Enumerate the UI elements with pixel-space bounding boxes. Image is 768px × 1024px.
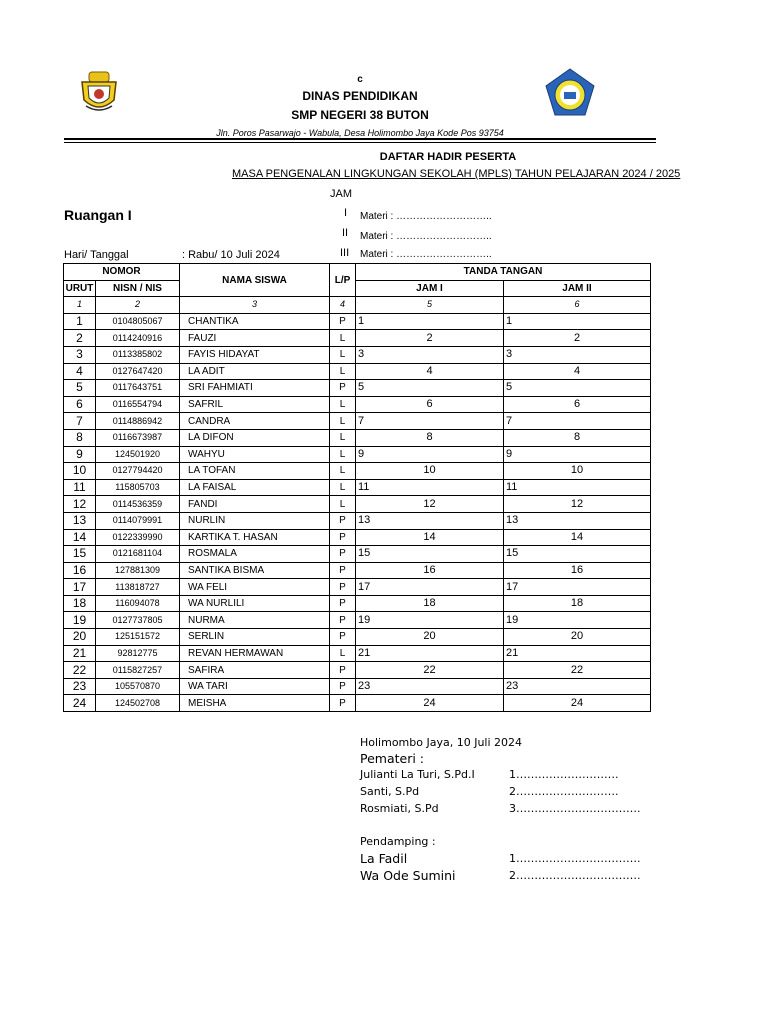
table-row — [64, 330, 651, 347]
row-signature-jam2: 7 — [504, 413, 651, 430]
table-row — [64, 662, 651, 679]
row-signature-jam2: 13 — [504, 512, 651, 529]
row-gender: P — [330, 695, 356, 712]
row-nisn: 0116673987 — [96, 429, 180, 446]
row-student-name: REVAN HERMAWAN — [180, 645, 330, 662]
row-gender: L — [330, 645, 356, 662]
row-nisn: 0113385802 — [96, 346, 180, 363]
session-roman-2: II — [342, 227, 349, 239]
row-nisn: 0117643751 — [96, 380, 180, 397]
row-signature-jam1: 18 — [356, 595, 504, 612]
row-signature-jam2: 1 — [504, 313, 651, 330]
row-number: 2 — [64, 330, 96, 347]
row-signature-jam1: 11 — [356, 479, 504, 496]
table-row — [64, 446, 651, 463]
table-row — [64, 512, 651, 529]
table-row — [64, 429, 651, 446]
document-subtitle: MASA PENGENALAN LINGKUNGAN SEKOLAH (MPLS) TAHUN PELAJARAN 2024 / 2025 — [232, 168, 681, 180]
row-number: 17 — [64, 579, 96, 596]
row-number: 19 — [64, 612, 96, 629]
row-signature-jam2: 20 — [504, 629, 651, 646]
row-student-name: SANTIKA BISMA — [180, 562, 330, 579]
row-gender: P — [330, 629, 356, 646]
row-nisn: 116094078 — [96, 595, 180, 612]
pemateri-name: Rosmiati, S.Pd — [360, 802, 439, 815]
row-signature-jam1: 7 — [356, 413, 504, 430]
row-number: 22 — [64, 662, 96, 679]
row-student-name: NURMA — [180, 612, 330, 629]
row-student-name: FANDI — [180, 496, 330, 513]
header-jam1: JAM I — [356, 280, 504, 297]
row-number: 1 — [64, 313, 96, 330]
row-student-name: WAHYU — [180, 446, 330, 463]
row-number: 14 — [64, 529, 96, 546]
row-nisn: 127881309 — [96, 562, 180, 579]
row-gender: L — [330, 363, 356, 380]
row-nisn: 0114240916 — [96, 330, 180, 347]
header-nisn: NISN / NIS — [96, 280, 180, 297]
row-signature-jam1: 16 — [356, 562, 504, 579]
pemateri-name: Santi, S.Pd — [360, 785, 420, 798]
column-index-row — [64, 297, 651, 314]
row-signature-jam1: 21 — [356, 645, 504, 662]
date-value: : Rabu/ 10 Juli 2024 — [182, 249, 280, 261]
row-student-name: CHANTIKA — [180, 313, 330, 330]
row-signature-jam2: 8 — [504, 429, 651, 446]
row-gender: L — [330, 429, 356, 446]
row-student-name: WA TARI — [180, 678, 330, 695]
row-gender: L — [330, 446, 356, 463]
session-materi-3: Materi : ……………………….. — [360, 249, 492, 260]
row-signature-jam2: 23 — [504, 678, 651, 695]
row-signature-jam2: 16 — [504, 562, 651, 579]
session-roman-3: III — [340, 247, 350, 259]
pemateri-name: Julianti La Turi, S.Pd.I — [360, 768, 475, 781]
row-number: 8 — [64, 429, 96, 446]
row-gender: L — [330, 496, 356, 513]
row-number: 4 — [64, 363, 96, 380]
row-number: 3 — [64, 346, 96, 363]
pemateri-signature-line: 3……………………………. — [509, 802, 641, 815]
row-gender: P — [330, 595, 356, 612]
row-student-name: SRI FAHMIATI — [180, 380, 330, 397]
row-signature-jam2: 5 — [504, 380, 651, 397]
row-student-name: FAUZI — [180, 330, 330, 347]
row-gender: L — [330, 479, 356, 496]
table-row — [64, 380, 651, 397]
row-nisn: 113818727 — [96, 579, 180, 596]
row-student-name: FAYIS HIDAYAT — [180, 346, 330, 363]
row-student-name: NURLIN — [180, 512, 330, 529]
document-title: DAFTAR HADIR PESERTA — [379, 151, 517, 163]
pemateri-signature-line: 2………………………. — [509, 785, 619, 798]
row-nisn: 0114079991 — [96, 512, 180, 529]
header-urut: URUT — [64, 280, 96, 297]
table-row — [64, 346, 651, 363]
row-signature-jam1: 6 — [356, 396, 504, 413]
row-gender: P — [330, 529, 356, 546]
footer-place-date: Holimombo Jaya, 10 Juli 2024 — [360, 736, 523, 749]
row-number: 11 — [64, 479, 96, 496]
row-gender: P — [330, 380, 356, 397]
row-signature-jam1: 5 — [356, 380, 504, 397]
row-signature-jam2: 2 — [504, 330, 651, 347]
pendamping-name: La Fadil — [360, 851, 408, 866]
row-nisn: 0116554794 — [96, 396, 180, 413]
row-student-name: MEISHA — [180, 695, 330, 712]
row-signature-jam1: 23 — [356, 678, 504, 695]
row-signature-jam2: 4 — [504, 363, 651, 380]
room-label: Ruangan I — [64, 207, 132, 223]
table-row — [64, 413, 651, 430]
table-row — [64, 612, 651, 629]
table-row — [64, 529, 651, 546]
header-jam2: JAM II — [504, 280, 651, 297]
row-signature-jam1: 2 — [356, 330, 504, 347]
row-signature-jam1: 22 — [356, 662, 504, 679]
row-nisn: 0104805067 — [96, 313, 180, 330]
row-number: 20 — [64, 629, 96, 646]
row-signature-jam2: 18 — [504, 595, 651, 612]
row-student-name: SERLIN — [180, 629, 330, 646]
row-signature-jam1: 20 — [356, 629, 504, 646]
row-signature-jam2: 14 — [504, 529, 651, 546]
row-gender: P — [330, 562, 356, 579]
row-number: 21 — [64, 645, 96, 662]
row-gender: P — [330, 612, 356, 629]
row-number: 18 — [64, 595, 96, 612]
row-signature-jam1: 9 — [356, 446, 504, 463]
row-gender: P — [330, 546, 356, 563]
row-signature-jam1: 19 — [356, 612, 504, 629]
row-signature-jam2: 9 — [504, 446, 651, 463]
attendance-rows — [64, 313, 651, 711]
row-signature-jam1: 14 — [356, 529, 504, 546]
row-signature-jam2: 19 — [504, 612, 651, 629]
row-signature-jam1: 12 — [356, 496, 504, 513]
row-nisn: 0114886942 — [96, 413, 180, 430]
row-nisn: 0114536359 — [96, 496, 180, 513]
table-row — [64, 579, 651, 596]
row-student-name: LA FAISAL — [180, 479, 330, 496]
row-number: 23 — [64, 678, 96, 695]
row-gender: L — [330, 413, 356, 430]
table-row — [64, 695, 651, 712]
row-number: 15 — [64, 546, 96, 563]
row-signature-jam2: 15 — [504, 546, 651, 563]
row-nisn: 0122339990 — [96, 529, 180, 546]
header-mark: c — [357, 74, 363, 85]
header-lp: L/P — [330, 264, 356, 297]
row-signature-jam2: 10 — [504, 463, 651, 480]
row-signature-jam1: 1 — [356, 313, 504, 330]
date-label: Hari/ Tanggal — [64, 249, 129, 261]
row-student-name: WA FELI — [180, 579, 330, 596]
pendamping-signature-line: 1……………………………. — [509, 852, 641, 865]
row-gender: P — [330, 313, 356, 330]
row-gender: L — [330, 396, 356, 413]
row-signature-jam1: 3 — [356, 346, 504, 363]
session-roman-1: I — [344, 207, 348, 219]
header-agency: DINAS PENDIDIKAN — [302, 89, 418, 103]
row-signature-jam2: 17 — [504, 579, 651, 596]
pemateri-signature-line: 1………………………. — [509, 768, 619, 781]
row-student-name: LA ADIT — [180, 363, 330, 380]
row-nisn: 124501920 — [96, 446, 180, 463]
footer-pemateri-label: Pemateri : — [360, 751, 425, 766]
row-signature-jam1: 24 — [356, 695, 504, 712]
row-nisn: 0115827257 — [96, 662, 180, 679]
row-student-name: SAFIRA — [180, 662, 330, 679]
table-row — [64, 595, 651, 612]
row-number: 7 — [64, 413, 96, 430]
table-row — [64, 645, 651, 662]
row-gender: P — [330, 579, 356, 596]
row-nisn: 105570870 — [96, 678, 180, 695]
table-row — [64, 363, 651, 380]
session-materi-2: Materi : ……………………….. — [360, 231, 492, 242]
row-signature-jam2: 24 — [504, 695, 651, 712]
session-materi-1: Materi : ……………………….. — [360, 211, 492, 222]
header-address: Jln. Poros Pasarwajo - Wabula, Desa Holimombo Jaya Kode Pos 93754 — [216, 128, 504, 138]
row-signature-jam2: 22 — [504, 662, 651, 679]
table-row — [64, 313, 651, 330]
row-signature-jam1: 8 — [356, 429, 504, 446]
row-student-name: SAFRIL — [180, 396, 330, 413]
table-row — [64, 396, 651, 413]
row-gender: L — [330, 330, 356, 347]
table-row — [64, 546, 651, 563]
jam-label: JAM — [330, 188, 352, 200]
row-gender: P — [330, 512, 356, 529]
row-gender: P — [330, 678, 356, 695]
column-index: 3 — [180, 297, 330, 314]
row-signature-jam1: 10 — [356, 463, 504, 480]
row-nisn: 0127737805 — [96, 612, 180, 629]
row-student-name: LA TOFAN — [180, 463, 330, 480]
footer-pendamping-label: Pendamping : — [360, 835, 436, 848]
row-signature-jam1: 15 — [356, 546, 504, 563]
row-signature-jam2: 21 — [504, 645, 651, 662]
pendamping-name: Wa Ode Sumini — [360, 868, 456, 883]
row-number: 9 — [64, 446, 96, 463]
header-nomor: NOMOR — [64, 264, 180, 281]
row-number: 16 — [64, 562, 96, 579]
row-number: 12 — [64, 496, 96, 513]
row-number: 5 — [64, 380, 96, 397]
row-gender: L — [330, 463, 356, 480]
row-gender: L — [330, 346, 356, 363]
row-student-name: CANDRA — [180, 413, 330, 430]
row-signature-jam2: 12 — [504, 496, 651, 513]
row-student-name: LA DIFON — [180, 429, 330, 446]
row-student-name: ROSMALA — [180, 546, 330, 563]
attendance-table — [63, 263, 651, 712]
header-divider — [64, 138, 656, 140]
row-nisn: 115805703 — [96, 479, 180, 496]
column-index: 4 — [330, 297, 356, 314]
column-index: 6 — [504, 297, 651, 314]
row-nisn: 0127794420 — [96, 463, 180, 480]
row-signature-jam2: 11 — [504, 479, 651, 496]
row-signature-jam1: 17 — [356, 579, 504, 596]
column-index: 5 — [356, 297, 504, 314]
row-signature-jam1: 13 — [356, 512, 504, 529]
row-gender: P — [330, 662, 356, 679]
header-school-name: SMP NEGERI 38 BUTON — [291, 108, 429, 122]
row-nisn: 0121681104 — [96, 546, 180, 563]
column-index: 1 — [64, 297, 96, 314]
table-row — [64, 463, 651, 480]
pendamping-signature-line: 2……………………………. — [509, 869, 641, 882]
row-signature-jam2: 6 — [504, 396, 651, 413]
header-nama: NAMA SISWA — [180, 264, 330, 297]
header-divider-thin — [64, 142, 656, 143]
row-nisn: 125151572 — [96, 629, 180, 646]
row-nisn: 0127647420 — [96, 363, 180, 380]
table-row — [64, 678, 651, 695]
row-nisn: 124502708 — [96, 695, 180, 712]
row-number: 6 — [64, 396, 96, 413]
header-tanda-tangan: TANDA TANGAN — [356, 264, 651, 281]
row-number: 24 — [64, 695, 96, 712]
column-index: 2 — [96, 297, 180, 314]
row-nisn: 92812775 — [96, 645, 180, 662]
row-signature-jam2: 3 — [504, 346, 651, 363]
table-row — [64, 562, 651, 579]
table-row — [64, 496, 651, 513]
table-row — [64, 479, 651, 496]
row-student-name: WA NURLILI — [180, 595, 330, 612]
table-row — [64, 629, 651, 646]
row-signature-jam1: 4 — [356, 363, 504, 380]
row-student-name: KARTIKA T. HASAN — [180, 529, 330, 546]
row-number: 13 — [64, 512, 96, 529]
row-number: 10 — [64, 463, 96, 480]
